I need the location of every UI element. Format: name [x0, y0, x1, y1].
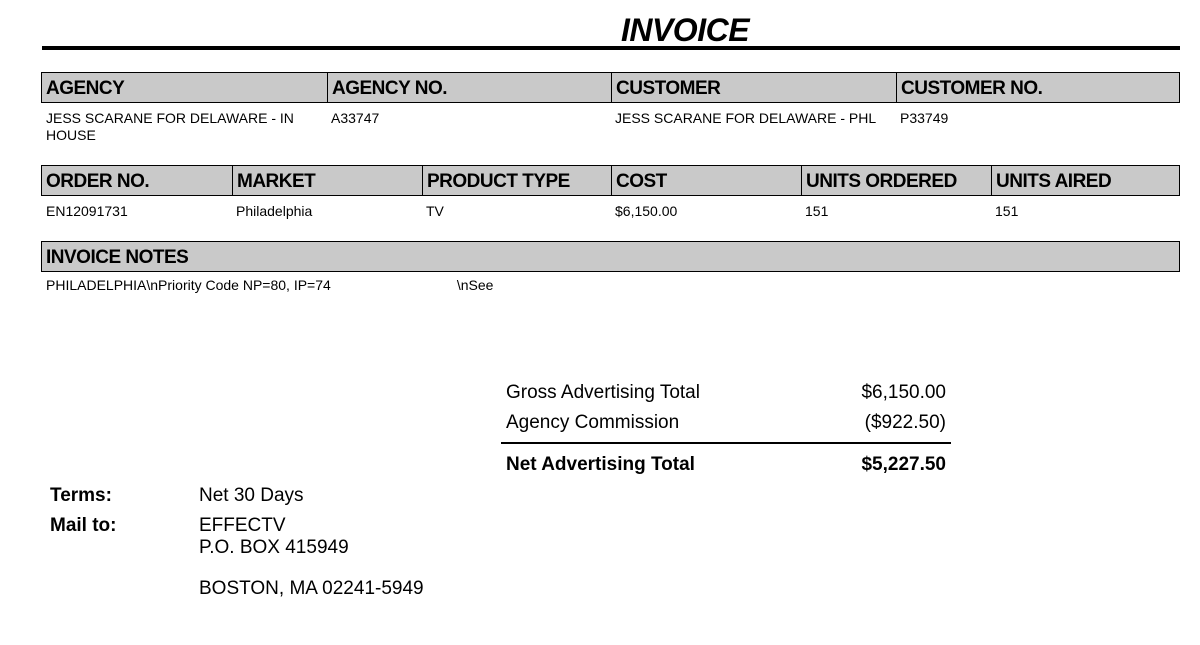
market-value: Philadelphia: [236, 203, 313, 219]
invoice-notes-text: [46, 277, 493, 293]
units-ordered-value: 151: [805, 203, 829, 219]
notes-text-part-1: PHILADELPHIA\nPriority Code NP=80, IP=74: [46, 277, 331, 293]
gross-total-row: [501, 378, 951, 408]
agency-header-row: [41, 72, 1180, 103]
agency-value: JESS SCARANE FOR DELAWARE - IN HOUSE: [46, 110, 294, 143]
market-header: MARKET: [232, 166, 422, 195]
notes-header-row: [41, 241, 1180, 272]
agency-no-value: A33747: [331, 110, 380, 126]
mail-to-label: Mail to:: [50, 515, 117, 536]
net-total-row: [501, 450, 951, 480]
invoice-title: INVOICE: [620, 12, 750, 48]
units-ordered-header: UNITS ORDERED: [801, 166, 991, 195]
agency-no-header: AGENCY NO.: [327, 73, 611, 102]
units-aired-header: UNITS AIRED: [991, 166, 1179, 195]
commission-label: Agency Commission: [506, 412, 680, 433]
notes-text-part-2: \nSee: [456, 277, 494, 293]
customer-no-header: CUSTOMER NO.: [896, 73, 1179, 102]
gross-total-label: Gross Advertising Total: [506, 382, 700, 403]
agency-header: AGENCY: [46, 78, 125, 99]
customer-header: CUSTOMER: [611, 73, 896, 102]
title-divider: [42, 46, 1180, 50]
product-type-value: TV: [426, 203, 444, 219]
product-type-header: PRODUCT TYPE: [422, 166, 611, 195]
agency-value-row: [41, 110, 1180, 144]
mail-address-line-3: BOSTON, MA 02241-5949: [199, 578, 424, 599]
gross-total-value: $6,150.00: [861, 382, 946, 403]
order-value-row: [41, 203, 1180, 220]
terms-label: Terms:: [50, 485, 112, 506]
order-no-header: ORDER NO.: [46, 171, 150, 192]
totals-divider: [501, 442, 951, 444]
customer-no-value: P33749: [900, 110, 949, 126]
mail-address-line-2: P.O. BOX 415949: [199, 537, 349, 558]
order-header-row: [41, 165, 1180, 196]
units-aired-value: 151: [995, 203, 1019, 219]
commission-value: ($922.50): [864, 412, 946, 433]
net-total-value: $5,227.50: [861, 454, 946, 475]
order-no-value: EN12091731: [46, 203, 128, 219]
cost-value: $6,150.00: [615, 203, 678, 219]
net-total-label: Net Advertising Total: [506, 454, 695, 475]
commission-row: [501, 408, 951, 438]
customer-value: JESS SCARANE FOR DELAWARE - PHL: [615, 110, 877, 126]
totals-block: [501, 378, 951, 480]
invoice-notes-header: INVOICE NOTES: [46, 247, 189, 268]
terms-value: Net 30 Days: [199, 485, 304, 506]
cost-header: COST: [611, 166, 801, 195]
mail-address-line-1: EFFECTV: [199, 515, 286, 536]
